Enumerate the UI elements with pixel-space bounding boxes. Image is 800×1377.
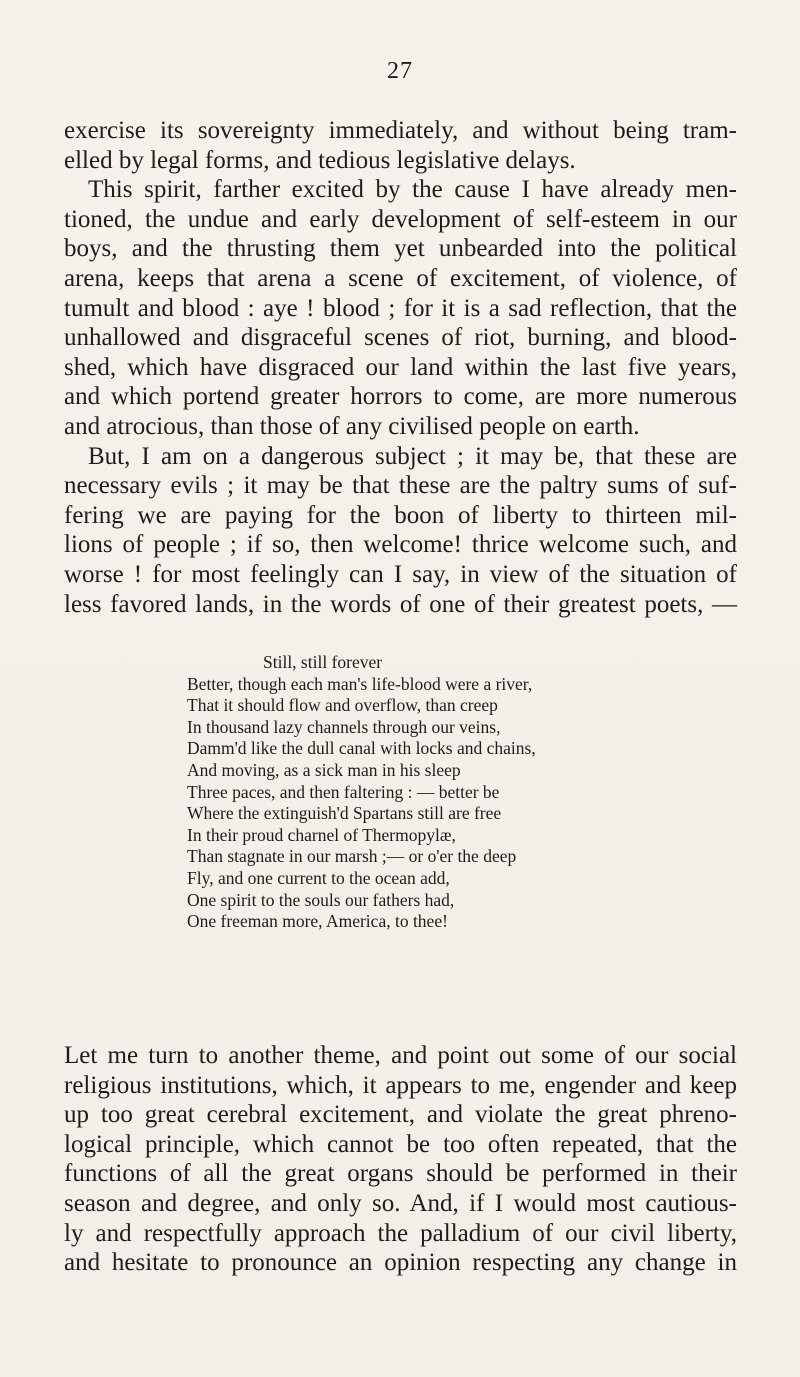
text-line: functions of all the great organs should be performed in their: [64, 1160, 737, 1188]
text-line: up too great cerebral excitement, and violate the great phreno-: [64, 1101, 737, 1129]
text-line: and atrocious, than those of any civilised people on earth.: [64, 412, 640, 440]
verse-line: Than stagnate in our marsh ;— or o'er the deep: [187, 846, 517, 867]
text-line: elled by legal forms, and tedious legislative delays.: [64, 146, 576, 174]
verse-line: That it should flow and overflow, than creep: [187, 695, 498, 716]
verse-line: One spirit to the souls our fathers had,: [187, 889, 455, 910]
text-line: religious institutions, which, it appears to me, engender and keep: [64, 1071, 737, 1099]
poem-quotation: [187, 652, 707, 933]
text-line: ly and respectfully approach the palladium of our civil liberty,: [64, 1219, 737, 1247]
verse-line: Better, though each man's life-blood were a river,: [187, 673, 533, 694]
text-line: shed, which have disgraced our land within the last five years,: [64, 353, 737, 381]
text-line: lions of people ; if so, then welcome! thrice welcome such, and: [64, 531, 737, 559]
verse-line: Fly, and one current to the ocean add,: [187, 867, 450, 888]
verse-line: One freeman more, America, to thee!: [187, 911, 448, 932]
text-line: worse ! for most feelingly can I say, in view of the situation of: [64, 560, 737, 588]
text-line: tumult and blood : aye ! blood ; for it is a sad reflection, that the: [64, 294, 737, 322]
text-line: tioned, the undue and early development of self-esteem in our: [64, 205, 737, 233]
text-line: fering we are paying for the boon of liberty to thirteen mil-: [64, 501, 737, 529]
verse-line: Three paces, and then faltering : — better be: [187, 781, 500, 802]
verse-line: And moving, as a sick man in his sleep: [187, 759, 461, 780]
verse-line: In thousand lazy channels through our veins,: [187, 716, 501, 737]
verse-line: Where the extinguish'd Spartans still are free: [187, 803, 502, 824]
text-line: and hesitate to pronounce an opinion respecting any change in: [64, 1249, 737, 1277]
text-line: Let me turn to another theme, and point out some of our social: [64, 1042, 737, 1069]
verse-line: In their proud charnel of Thermopylæ,: [187, 824, 456, 845]
paragraph-block-2: [64, 1041, 737, 1278]
paragraph-block-1: [64, 116, 737, 619]
text-line: arena, keeps that arena a scene of excitement, of violence, of: [64, 264, 737, 292]
text-line: This spirit, farther excited by the cause I have already men-: [88, 176, 737, 204]
text-line: and which portend greater horrors to come, are more numerous: [64, 383, 737, 411]
page-number: 27: [387, 58, 413, 84]
text-line: unhallowed and disgraceful scenes of riot, burning, and blood-: [64, 324, 737, 352]
text-line: season and degree, and only so. And, if I would most cautious-: [64, 1189, 737, 1217]
text-line: But, I am on a dangerous subject ; it may be, that these are: [88, 442, 737, 470]
text-line: boys, and the thrusting them yet unbearded into the political: [64, 235, 737, 263]
text-line: logical principle, which cannot be too often repeated, that the: [64, 1130, 737, 1158]
verse-line: Still, still forever: [263, 652, 383, 672]
text-line: less favored lands, in the words of one of their greatest poets, —: [64, 590, 737, 618]
text-line: exercise its sovereignty immediately, and without being tram-: [64, 117, 737, 144]
text-line: necessary evils ; it may be that these are the paltry sums of suf-: [64, 472, 737, 500]
verse-line: Damm'd like the dull canal with locks and chains,: [187, 738, 536, 759]
